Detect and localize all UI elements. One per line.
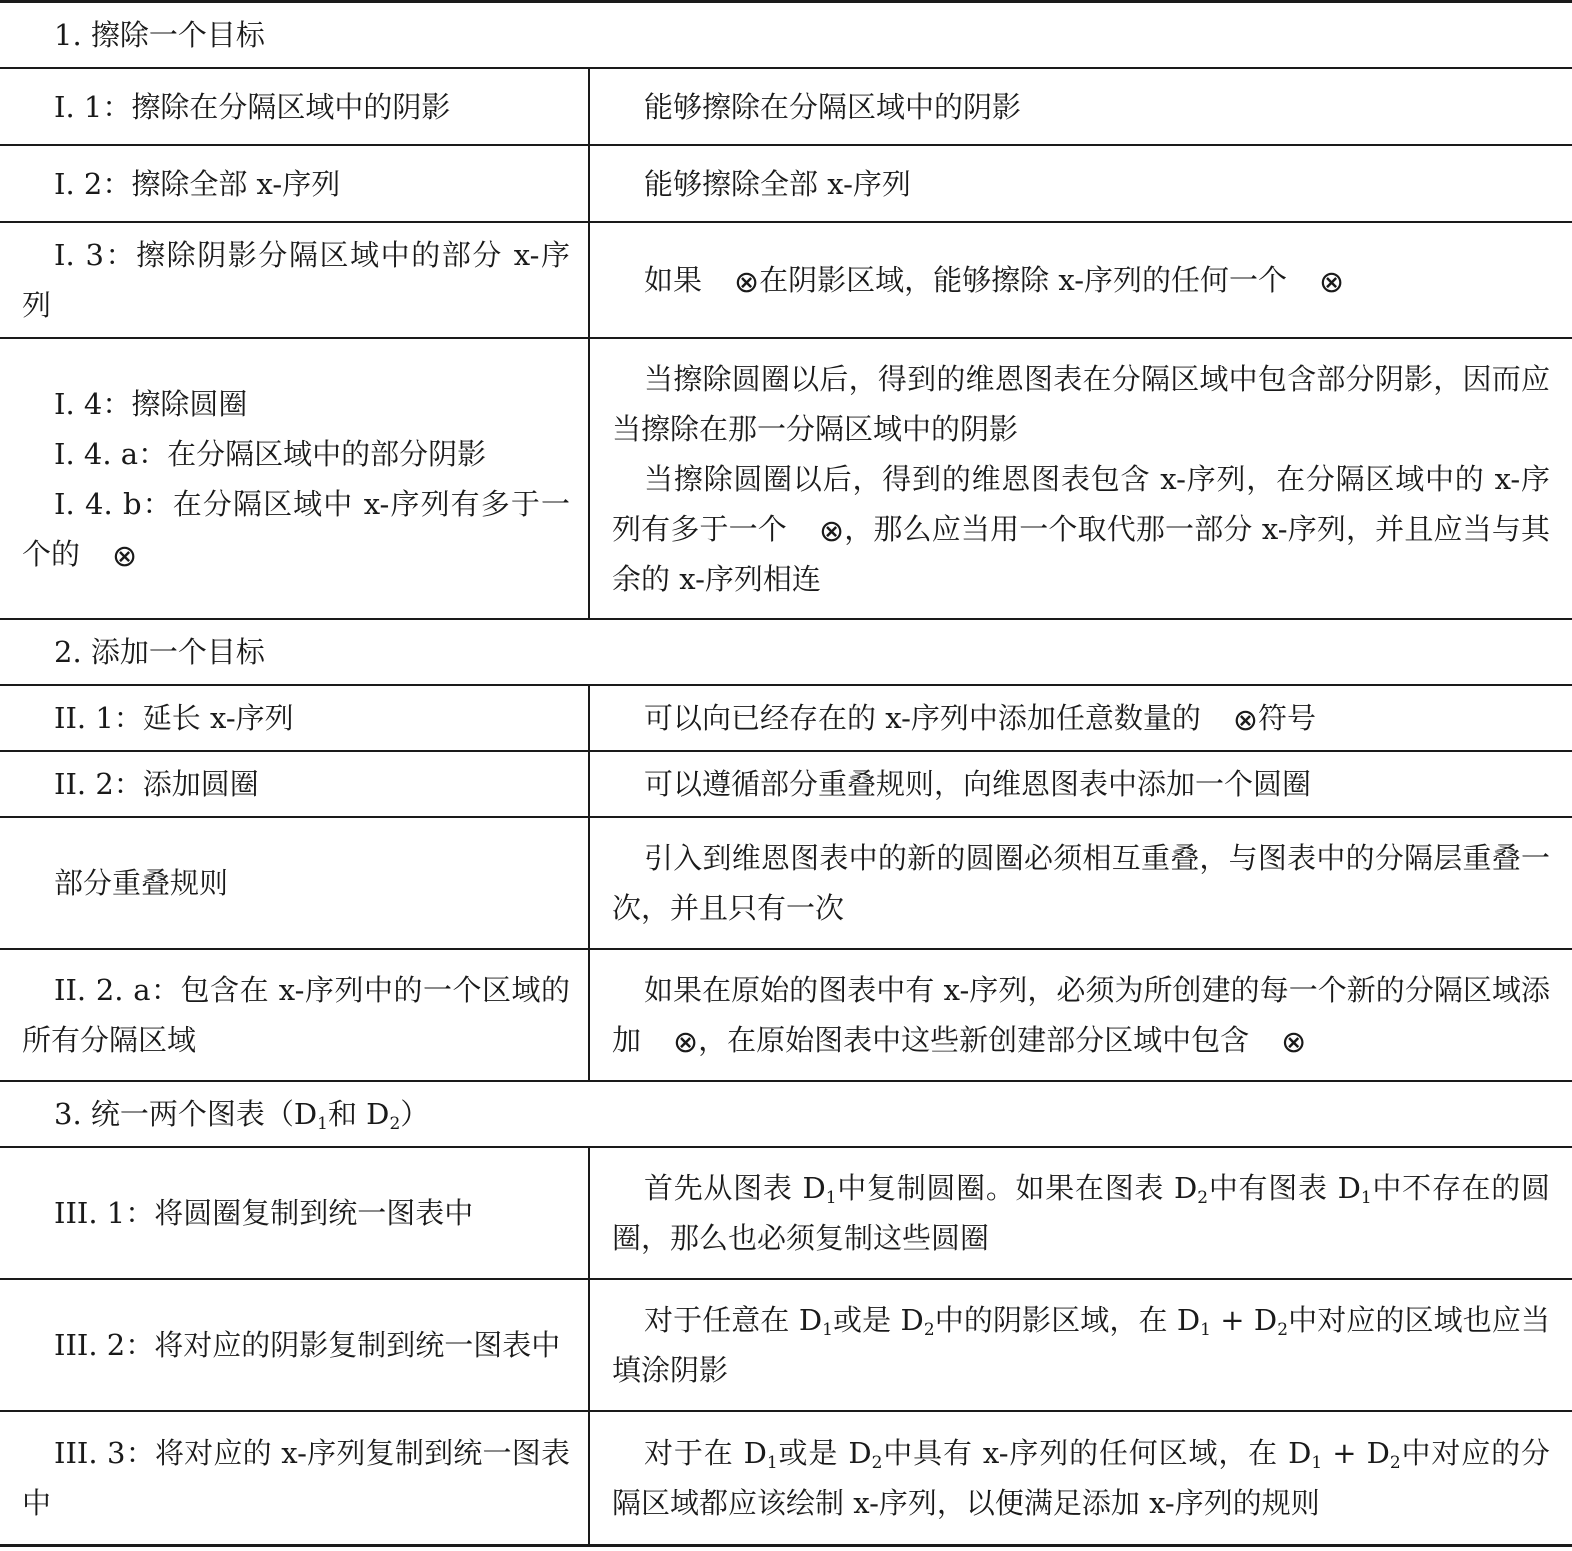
otimes-symbol-icon: ⊗ [1319,265,1345,300]
rule-desc-cell: 如果在原始的图表中有 x-序列，必须为所创建的每一个新的分隔区域添加 ⊗，在原始图表中这些新创建部分区域中包含 ⊗ [612,973,1550,1060]
rule-name-cell: 部分重叠规则 [54,866,229,900]
rule-name-cell: I. 3：擦除阴影分隔区域中的部分 x-序列 [22,238,570,322]
rule-desc-cell: 能够擦除在分隔区域中的阴影 [644,89,1022,124]
rule-name-cell: II. 2. a：包含在 x-序列中的一个区域的所有分隔区域 [22,973,570,1057]
rule-name-cell: III. 1：将圆圈复制到统一图表中 [54,1196,474,1230]
otimes-symbol-icon: ⊗ [818,513,845,549]
otimes-symbol-icon: ⊗ [673,1025,699,1060]
rule-desc-cell: 引入到维恩图表中的新的圆圈必须相互重叠，与图表中的分隔层重叠一次，并且只有一次 [612,841,1550,925]
rule-name-cell: I. 2：擦除全部 x-序列 [54,166,341,201]
table-bottom-border [0,1544,1572,1547]
rule-name-cell: II. 1：延长 x-序列 [54,701,294,735]
rule-name-cell: I. 4：擦除圆圈 I. 4. a：在分隔区域中的部分阴影 I. 4. b：在分隔区域中 x-序列有多于一个的 ⊗ [22,386,570,574]
section-heading-add: 2. 添加一个目标 [54,635,265,669]
rule-name-cell: III. 3：将对应的 x-序列复制到统一图表中 [22,1436,570,1520]
otimes-symbol-icon: ⊗ [1232,703,1259,738]
rule-desc-cell: 首先从图表 $D_1$中复制圆圈。如果在图表 $D_2$中有图表 $D_1$中不存在的圆圈，那么也必须复制这些圆圈 [612,1171,1550,1255]
otimes-symbol-icon: ⊗ [1281,1025,1307,1060]
rule-desc-cell: 如果 ⊗在阴影区域，能够擦除 x-序列的任何一个 ⊗ [644,263,1345,300]
rule-name-cell: II. 2：添加圆圈 [54,767,259,801]
section-heading-erase: 1. 擦除一个目标 [54,18,265,52]
rule-desc-cell: 当擦除圆圈以后，得到的维恩图表在分隔区域中包含部分阴影，因而应当擦除在那一分隔区域中的阴影 当擦除圆圈以后，得到的维恩图表包含 x-序列，在分隔区域中的 x-序列有多于一个 ⊗，那么应当用一个取代那一部分 x-序列，并且应当与其余的 x-序列相连 [612,361,1550,596]
rule-name-cell: III. 2：将对应的阴影复制到统一图表中 [54,1328,561,1362]
rule-name-cell: I. 1：擦除在分隔区域中的阴影 [54,89,451,124]
rule-desc-cell: 可以遵循部分重叠规则，向维恩图表中添加一个圆圈 [644,767,1312,801]
rule-desc-cell: 能够擦除全部 x-序列 [644,166,911,201]
otimes-symbol-icon: ⊗ [734,265,760,300]
otimes-symbol-icon: ⊗ [112,538,138,574]
rule-desc-cell: 对于任意在 $D_1$或是 $D_2$中的阴影区域，在 $D_1 + D_2$中对应的区域也应当填涂阴影 [612,1303,1550,1387]
rule-desc-cell: 对于在 $D_1$或是 $D_2$中具有 x-序列的任何区域，在 $D_1 + D_2$中对应的分隔区域都应该绘制 x-序列，以便满足添加 x-序列的规则 [612,1436,1550,1520]
rule-desc-cell: 可以向已经存在的 x-序列中添加任意数量的 ⊗符号 [644,701,1317,738]
section-heading-unify: 3. 统一两个图表（$D_1$和 $D_2$） [54,1097,430,1134]
